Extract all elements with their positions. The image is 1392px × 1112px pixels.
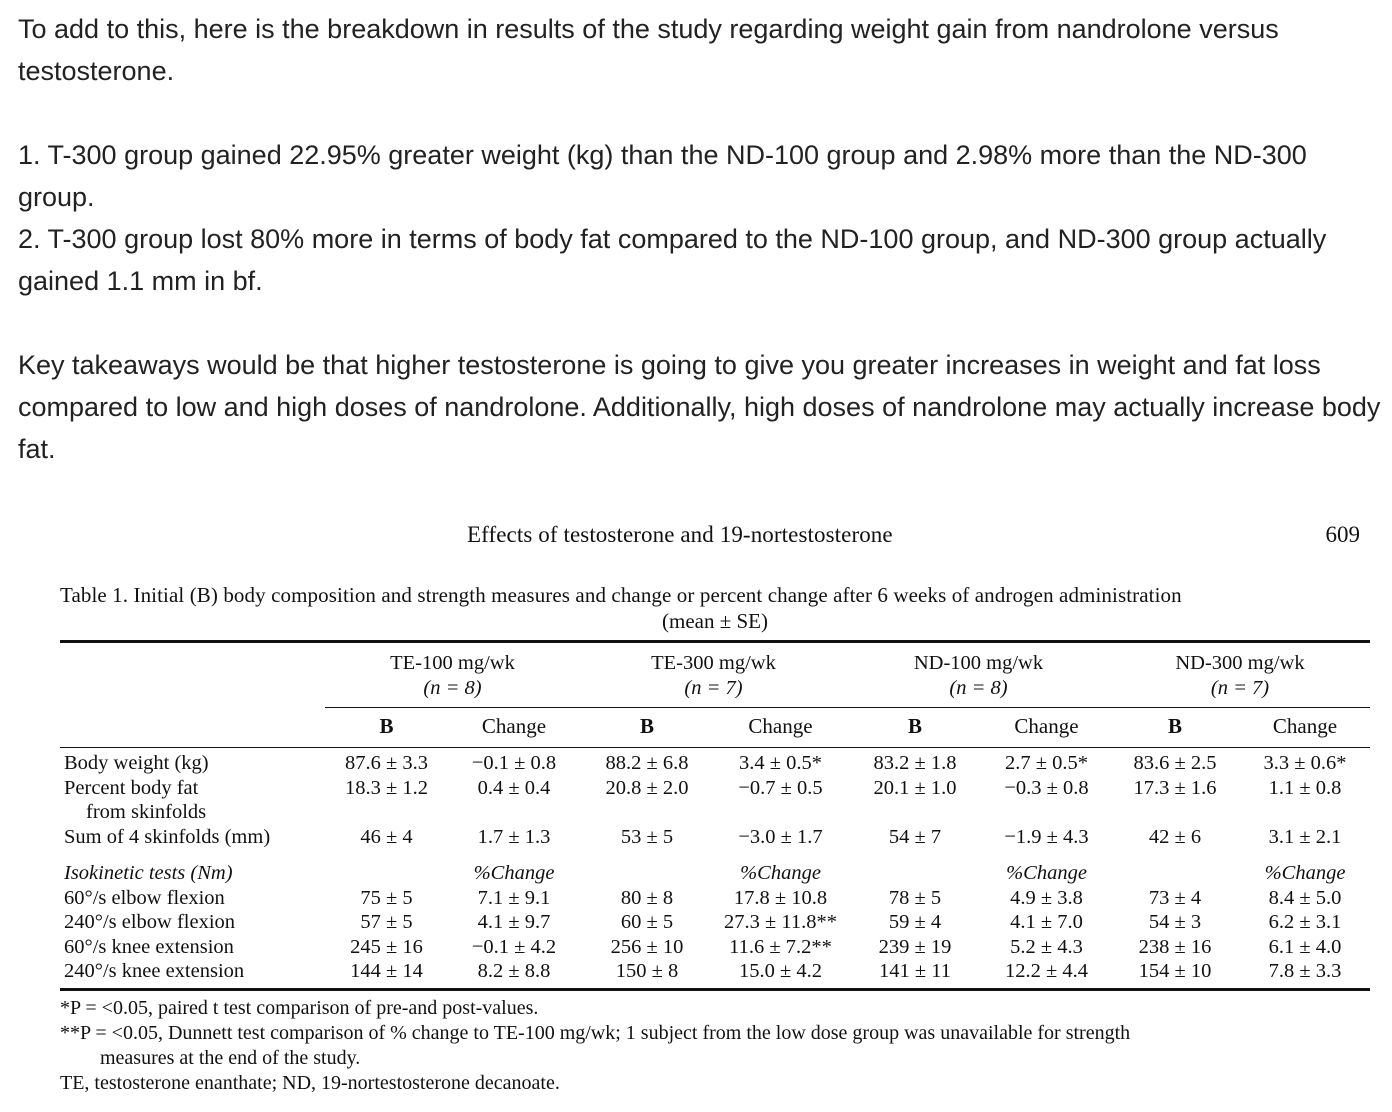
group-header-row	[60, 643, 1370, 708]
table-cell: 80 ± 8	[620, 886, 674, 909]
col-change: Change	[714, 708, 847, 748]
table-cell: 7.1 ± 9.1	[477, 886, 551, 909]
table-cell: 11.6 ± 7.2**	[729, 935, 832, 958]
col-change: Change	[1240, 708, 1370, 748]
table-row	[60, 861, 1370, 886]
table-cell: 144 ± 14	[350, 960, 423, 982]
table-cell: 20.1 ± 1.0	[873, 776, 957, 799]
table-row	[60, 800, 1370, 825]
table-cell: 150 ± 8	[615, 960, 679, 982]
table-cell: 73 ± 4	[1148, 886, 1202, 909]
table-cell: 5.2 ± 4.3	[1010, 935, 1083, 958]
table-cell: 15.0 ± 4.2	[738, 960, 822, 982]
col-b: B	[325, 708, 448, 748]
row-label: Sum of 4 skinfolds (mm)	[64, 825, 271, 848]
table-cell: −1.9 ± 4.3	[1004, 825, 1089, 848]
footnote-1: *P = <0.05, paired t test comparison of pre-and post-values.	[60, 996, 539, 1019]
table-cell: 20.8 ± 2.0	[605, 776, 689, 799]
table-cell: 12.2 ± 4.4	[1004, 960, 1088, 982]
footnote-2: **P = <0.05, Dunnett test comparison of % change to TE-100 mg/wk; 1 subject from the low dose group was unavailable for strength	[60, 1021, 1131, 1044]
table-cell: 4.1 ± 7.0	[1010, 911, 1083, 933]
table-cell: 8.2 ± 8.8	[477, 960, 551, 982]
table-cell: 78 ± 5	[888, 886, 942, 909]
caption-line-2: (mean ± SE)	[662, 609, 768, 633]
page-number: 609	[1325, 522, 1360, 547]
table-cell: 2.7 ± 0.5*	[1004, 752, 1088, 774]
post-body	[18, 8, 1386, 470]
row-label: 60°/s elbow flexion	[64, 886, 225, 909]
post-intro: To add to this, here is the breakdown in results of the study regarding weight gain from nandrolone versus testosterone.	[18, 14, 1279, 86]
row-label-continued: from skinfolds	[86, 801, 207, 823]
table-cell: −0.1 ± 4.2	[471, 935, 557, 958]
table-row	[60, 886, 1370, 911]
footnote-3: TE, testosterone enanthate; ND, 19-nortestosterone decanoate.	[60, 1071, 560, 1094]
table-cell: 4.1 ± 9.7	[477, 911, 551, 933]
pct-change-label: %Change	[473, 862, 555, 884]
table-cell: 54 ± 3	[1148, 911, 1202, 933]
running-title: Effects of testosterone and 19-nortestosterone	[467, 522, 893, 547]
table-row	[60, 776, 1370, 801]
caption-line-1: Table 1. Initial (B) body composition and strength measures and change or percent change after 6 weeks of androgen administration	[60, 583, 1182, 607]
table-cell: 239 ± 19	[878, 935, 952, 958]
col-change: Change	[983, 708, 1110, 748]
table-cell: 6.2 ± 3.1	[1268, 911, 1342, 933]
group-nd100: ND-100 mg/wk (n = 8)	[913, 652, 1044, 699]
table-cell: 3.1 ± 2.1	[1268, 825, 1342, 848]
table-cell: 3.3 ± 0.6*	[1263, 752, 1347, 774]
col-b: B	[1110, 708, 1240, 748]
group-te300: TE-300 mg/wk (n = 7)	[651, 652, 776, 699]
table-cell: 4.9 ± 3.8	[1010, 886, 1083, 909]
table-cell: 256 ± 10	[610, 935, 684, 958]
table-cell: 27.3 ± 11.8**	[724, 911, 837, 933]
table-cell: 60 ± 5	[620, 911, 674, 933]
table-cell: −0.7 ± 0.5	[738, 776, 823, 799]
row-label: Percent body fat	[64, 776, 199, 799]
section-label: Isokinetic tests (Nm)	[64, 862, 233, 884]
table-cell: 75 ± 5	[360, 886, 413, 909]
col-b: B	[580, 708, 714, 748]
running-head	[60, 518, 1370, 558]
table-row	[60, 935, 1370, 960]
table-cell: 88.2 ± 6.8	[605, 752, 689, 774]
table-cell: 53 ± 5	[620, 825, 674, 848]
table-footnotes	[60, 996, 1370, 1096]
table-row	[60, 959, 1370, 984]
column-header-row	[60, 708, 1370, 748]
table-cell: 8.4 ± 5.0	[1268, 886, 1342, 909]
table-cell: 59 ± 4	[888, 911, 942, 933]
table-cell: 7.8 ± 3.3	[1268, 960, 1342, 982]
footnote-2-continued: measures at the end of the study.	[100, 1046, 361, 1069]
table-cell: 18.3 ± 1.2	[344, 776, 428, 799]
row-label: 60°/s knee extension	[64, 935, 234, 958]
pct-change-label: %Change	[740, 862, 821, 884]
table-cell: 6.1 ± 4.0	[1268, 935, 1342, 958]
table-cell: 245 ± 16	[350, 935, 423, 958]
results-table	[60, 643, 1370, 984]
table-row	[60, 910, 1370, 935]
col-b: B	[847, 708, 983, 748]
group-te100: TE-100 mg/wk (n = 8)	[390, 652, 515, 699]
table-cell: 141 ± 11	[879, 960, 951, 982]
table-cell: 238 ± 16	[1138, 935, 1212, 958]
table-caption	[60, 582, 1370, 634]
table-bottom-rule	[60, 988, 1370, 991]
table-cell: 54 ± 7	[888, 825, 942, 848]
row-label: 240°/s knee extension	[64, 960, 245, 982]
table-cell: 46 ± 4	[360, 825, 413, 848]
table-cell: 83.2 ± 1.8	[873, 752, 957, 774]
post-takeaway: Key takeaways would be that higher testosterone is going to give you greater increases in weight and fat loss compared to low and high doses of nandrolone. Additionally, high doses of nandrolone may actually increase body fat.	[18, 350, 1381, 464]
table-row	[60, 751, 1370, 776]
row-label: 240°/s elbow flexion	[64, 911, 236, 933]
table-cell: 57 ± 5	[360, 911, 413, 933]
table-cell: 87.6 ± 3.3	[344, 752, 428, 774]
table-cell: 42 ± 6	[1148, 825, 1202, 848]
group-nd300: ND-300 mg/wk (n = 7)	[1175, 652, 1305, 699]
table-cell: 3.4 ± 0.5*	[738, 752, 822, 774]
table-cell: 0.4 ± 0.4	[477, 776, 551, 799]
table-cell: 1.1 ± 0.8	[1268, 776, 1342, 799]
table-cell: 1.7 ± 1.3	[477, 825, 551, 848]
row-label: Body weight (kg)	[64, 752, 209, 774]
table-cell: 154 ± 10	[1138, 960, 1212, 982]
table-cell: −3.0 ± 1.7	[738, 825, 823, 848]
post-point-1: 1. T-300 group gained 22.95% greater weight (kg) than the ND-100 group and 2.98% more than the ND-300 group.	[18, 140, 1307, 212]
table-cell: −0.3 ± 0.8	[1004, 776, 1089, 799]
post-point-2: 2. T-300 group lost 80% more in terms of body fat compared to the ND-100 group, and ND-300 group actually gained 1.1 mm in bf.	[18, 224, 1327, 296]
table-row	[60, 825, 1370, 850]
table-cell: −0.1 ± 0.8	[471, 752, 557, 774]
pct-change-label: %Change	[1006, 862, 1087, 884]
table-cell: 17.8 ± 10.8	[733, 886, 828, 909]
table-cell: 83.6 ± 2.5	[1133, 752, 1217, 774]
pct-change-label: %Change	[1264, 862, 1346, 884]
col-change: Change	[448, 708, 580, 748]
table-cell: 17.3 ± 1.6	[1133, 776, 1217, 799]
study-table-image	[60, 518, 1370, 1096]
